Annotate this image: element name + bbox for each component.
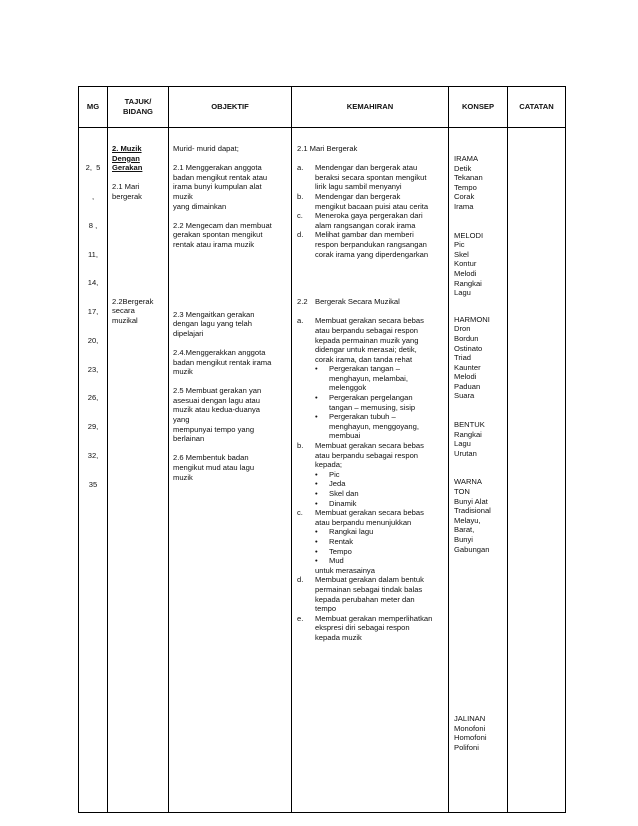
objective-line: 2.5 Membuat gerakan yan bbox=[173, 386, 262, 396]
skill-line: Membuat gerakan memperlihatkan bbox=[315, 613, 433, 623]
skill-line: alam rangsangan corak irama bbox=[315, 220, 416, 230]
concept-melodi bbox=[454, 231, 505, 298]
concept-line: Dron bbox=[454, 324, 471, 334]
item-label: b. bbox=[297, 441, 304, 451]
concept-line: Paduan bbox=[454, 381, 481, 391]
objective-line: dipelajari bbox=[173, 328, 204, 338]
objective-line: gerakan spontan mengikut bbox=[173, 230, 263, 240]
skill-heading-text: Bergerak Secara Muzikal bbox=[315, 297, 400, 307]
concept-line: Bunyi Alat bbox=[454, 496, 488, 506]
skill-line: corak irama yang diperdengarkan bbox=[315, 249, 429, 259]
skill-line: kepada perubahan meter dan bbox=[315, 594, 415, 604]
skill-line: respon berpandukan rangsangan bbox=[315, 239, 427, 249]
concept-line: Monofoni bbox=[454, 723, 486, 733]
objective-line: 2.1 Menggerakan anggota bbox=[173, 163, 262, 173]
objective-line: yang dimainkan bbox=[173, 201, 227, 211]
skill-line: melenggok bbox=[329, 383, 367, 393]
objective-line: mengikut mud atau lagu bbox=[173, 463, 255, 473]
skill-line: beraksi secara spontan mengikut bbox=[315, 172, 427, 182]
subtopic-2-1: bergerak bbox=[112, 191, 142, 201]
skill-line: Mendengar dan bergerak atau bbox=[315, 163, 418, 173]
catatan-cell bbox=[508, 128, 566, 813]
skill-line: ekspresi diri sebagai respon bbox=[315, 623, 410, 633]
objective-line: berlainan bbox=[173, 434, 205, 444]
mg-line: 17, bbox=[87, 307, 99, 317]
topic-title: 2. Muzik bbox=[112, 144, 142, 153]
bullet-dot-icon: • bbox=[315, 556, 318, 566]
mg-line: 35 bbox=[88, 479, 98, 489]
mg-line: 23, bbox=[87, 364, 99, 374]
objective-line: 2.6 Membentuk badan bbox=[173, 453, 249, 463]
objective-2-6 bbox=[173, 453, 288, 482]
skill-line: menghayun, melambai, bbox=[329, 373, 408, 383]
bullet-dot-icon: • bbox=[315, 479, 318, 489]
skill-line: kepada; bbox=[315, 460, 343, 470]
bullet-dot-icon: • bbox=[315, 527, 318, 537]
mg-line: 20, bbox=[87, 335, 99, 345]
concept-line: Bordun bbox=[454, 333, 479, 343]
concept-line: Melodi bbox=[454, 268, 477, 278]
concept-heading: BENTUK bbox=[454, 420, 485, 430]
skill-line: menghayun, menggoyang, bbox=[329, 421, 419, 431]
concept-heading: TON bbox=[454, 487, 470, 497]
skill-line: permainan sebagai tindak balas bbox=[315, 584, 423, 594]
bullet-item bbox=[297, 479, 444, 489]
skill-line: Mud bbox=[329, 556, 344, 566]
concept-line: Bunyi bbox=[454, 535, 473, 544]
concept-line: Rangkai bbox=[454, 278, 482, 288]
skill-line: kepada permainan muzik yang bbox=[315, 335, 419, 345]
item-label: b. bbox=[297, 191, 304, 201]
header-tajuk-line2: BIDANG bbox=[123, 107, 153, 116]
skill-line: kepada muzik bbox=[315, 632, 362, 642]
bullet-item bbox=[297, 556, 444, 566]
skill-line: atau berpandu sebagai respon bbox=[315, 325, 419, 335]
mg-line: , bbox=[91, 191, 95, 201]
skill-line: corak irama, dan tanda rehat bbox=[315, 354, 413, 364]
skill-line: membuai bbox=[329, 431, 361, 441]
skill-line: Meneroka gaya pergerakan dari bbox=[315, 211, 423, 221]
concept-bentuk bbox=[454, 420, 505, 458]
objective-line: muzik atau kedua-duanya bbox=[173, 405, 260, 415]
bullet-item bbox=[297, 470, 444, 480]
objective-line: rentak atau irama muzik bbox=[173, 239, 255, 249]
concept-line: Urutan bbox=[454, 448, 477, 458]
skill-item-c2 bbox=[297, 508, 444, 527]
item-label: c. bbox=[297, 508, 303, 518]
objective-line: muzik bbox=[173, 367, 193, 377]
objective-2-2 bbox=[173, 221, 288, 250]
mg-line: 26, bbox=[87, 393, 99, 403]
concept-heading: HARMONI bbox=[454, 314, 490, 324]
concept-line: Gabungan bbox=[454, 544, 490, 554]
bullet-item bbox=[297, 547, 444, 557]
objective-line: irama bunyi kumpulan alat bbox=[173, 182, 262, 192]
bullet-item bbox=[297, 489, 444, 499]
objective-line: 2.4.Menggerakkan anggota bbox=[173, 347, 266, 357]
objective-line: muzik bbox=[173, 472, 193, 482]
mg-cell bbox=[79, 128, 108, 813]
concept-harmoni bbox=[454, 315, 505, 401]
skill-line: Membuat gerakan secara bebas bbox=[315, 316, 424, 326]
concept-line: Tekanan bbox=[454, 173, 483, 183]
concept-line: Polifoni bbox=[454, 742, 479, 752]
bullet-dot-icon: • bbox=[315, 489, 318, 498]
mg-line: 8 , bbox=[88, 220, 98, 230]
objective-2-4 bbox=[173, 348, 288, 377]
subtopic-2-2: secara bbox=[112, 306, 135, 316]
skill-line: Membuat gerakan secara bebas bbox=[315, 441, 424, 451]
mg-line: 14, bbox=[87, 278, 99, 288]
bullet-dot-icon: • bbox=[315, 536, 318, 546]
item-label: d. bbox=[297, 230, 304, 240]
skill-item-d2 bbox=[297, 575, 444, 613]
objective-2-5 bbox=[173, 386, 288, 444]
objective-line: 2.3 Mengaitkan gerakan bbox=[173, 309, 255, 319]
mg-line: 32, bbox=[87, 451, 99, 460]
bullet-dot-icon: • bbox=[315, 469, 318, 479]
skill-line: atau berpandu sebagai respon bbox=[315, 450, 419, 460]
concept-heading: IRAMA bbox=[454, 154, 479, 163]
objective-line: muzik bbox=[173, 191, 193, 201]
header-tajuk bbox=[108, 87, 169, 128]
bullet-item bbox=[297, 537, 444, 547]
concept-line: Skel bbox=[454, 249, 469, 259]
skill-item-a2 bbox=[297, 316, 444, 364]
concept-line: Lagu bbox=[454, 288, 471, 298]
bullet-dot-icon: • bbox=[315, 546, 318, 556]
skill-line: Melihat gambar dan memberi bbox=[315, 230, 414, 240]
mg-line: 29, bbox=[87, 422, 99, 432]
skill-item-c bbox=[297, 211, 444, 230]
topic-title: Dengan bbox=[112, 153, 140, 163]
item-label: e. bbox=[297, 613, 304, 623]
skill-line: Pic bbox=[329, 469, 340, 479]
header-mg: MG bbox=[79, 87, 108, 128]
skill-line: Jeda bbox=[329, 479, 346, 489]
skill-heading-2-2 bbox=[297, 297, 444, 307]
concept-line: Rangkai bbox=[454, 429, 482, 439]
skill-line: Membuat gerakan dalam bentuk bbox=[315, 575, 424, 585]
skill-item-b2 bbox=[297, 441, 444, 470]
objective-line: 2.2 Mengecam dan membuat bbox=[173, 220, 272, 230]
objective-line: dengan lagu yang telah bbox=[173, 319, 252, 329]
objektif-cell bbox=[169, 128, 292, 813]
objective-line: asesuai dengan lagu atau bbox=[173, 395, 260, 405]
skill-line: Pergerakan tangan – bbox=[329, 364, 400, 374]
skill-heading-2-1: 2.1 Mari Bergerak bbox=[297, 144, 358, 153]
concept-line: Suara bbox=[454, 391, 475, 401]
concept-line: Lagu bbox=[454, 439, 471, 449]
skill-line: mengikut bacaan puisi atau cerita bbox=[315, 201, 429, 211]
bullet-dot-icon: • bbox=[315, 393, 318, 403]
kemahiran-cell bbox=[292, 128, 449, 813]
subtopic-2-1: 2.1 Mari bbox=[112, 182, 140, 192]
concept-line: Pic bbox=[454, 240, 465, 250]
bullet-item bbox=[297, 499, 444, 509]
skill-line: tempo bbox=[315, 604, 337, 614]
concept-heading: MELODI bbox=[454, 230, 484, 240]
skill-line: Rentak bbox=[329, 536, 354, 546]
mg-line: 11, bbox=[88, 249, 98, 259]
skill-item-d bbox=[297, 230, 444, 259]
concept-line: Irama bbox=[454, 201, 474, 211]
skill-item-a bbox=[297, 163, 444, 192]
header-konsep: KONSEP bbox=[449, 87, 508, 128]
bullet-dot-icon: • bbox=[315, 364, 318, 374]
concept-line: Tempo bbox=[454, 182, 477, 192]
item-label: 2.2 bbox=[297, 297, 308, 307]
header-objektif: OBJEKTIF bbox=[169, 87, 292, 128]
skill-item-b bbox=[297, 192, 444, 211]
topic-title: Gerakan bbox=[112, 163, 143, 173]
bullet-dot-icon: • bbox=[315, 498, 318, 508]
skill-line: Pergerakan pergelangan bbox=[329, 393, 413, 403]
concept-heading: WARNA bbox=[454, 477, 482, 487]
skill-line: Rangkai lagu bbox=[329, 527, 374, 537]
konsep-cell bbox=[449, 128, 508, 813]
content-row bbox=[79, 128, 566, 813]
concept-line: Melayu, bbox=[454, 515, 481, 525]
subtopic-2-2: 2.2Bergerak bbox=[112, 296, 154, 306]
skill-item-e2 bbox=[297, 614, 444, 643]
header-tajuk-line1: TAJUK/ bbox=[124, 97, 152, 106]
concept-line: Ostinato bbox=[454, 343, 483, 353]
skill-line: Tempo bbox=[329, 546, 352, 556]
concept-line: Tradisional bbox=[454, 506, 491, 516]
tajuk-cell bbox=[108, 128, 169, 813]
objective-2-1 bbox=[173, 163, 288, 211]
concept-line: Detik bbox=[454, 163, 472, 173]
bullet-item bbox=[297, 527, 444, 537]
objective-line: yang bbox=[173, 415, 190, 425]
skill-line: Membuat gerakan secara bebas bbox=[315, 508, 424, 518]
concept-irama bbox=[454, 154, 505, 212]
header-catatan: CATATAN bbox=[508, 87, 566, 128]
concept-warna-ton bbox=[454, 477, 505, 554]
item-label: a. bbox=[297, 316, 304, 326]
objective-2-3 bbox=[173, 310, 288, 339]
bullet-item bbox=[297, 412, 444, 441]
skill-line: tangan – memusing, sisip bbox=[329, 402, 416, 412]
concept-heading: JALINAN bbox=[454, 714, 486, 724]
skill-line: Mendengar dan bergerak bbox=[315, 191, 401, 201]
concept-line: Homofoni bbox=[454, 733, 487, 743]
objective-line: badan mengikut rentak irama bbox=[173, 357, 272, 367]
skill-line: Dinamik bbox=[329, 498, 357, 508]
skill-line: Pergerakan tubuh – bbox=[329, 412, 396, 422]
concept-jalinan bbox=[454, 714, 505, 752]
concept-line: Kaunter bbox=[454, 362, 481, 372]
lesson-plan-table bbox=[78, 86, 566, 813]
skill-line: lirik lagu sambil menyanyi bbox=[315, 182, 402, 192]
skill-line: atau berpandu menunjukkan bbox=[315, 517, 412, 527]
concept-line: Corak bbox=[454, 192, 475, 202]
header-kemahiran: KEMAHIRAN bbox=[292, 87, 449, 128]
header-row bbox=[79, 87, 566, 128]
concept-line: Triad bbox=[454, 353, 472, 363]
mg-line: 2, 5 bbox=[85, 163, 101, 173]
skill-line: Skel dan bbox=[329, 489, 359, 498]
concept-line: Barat, bbox=[454, 525, 475, 535]
concept-line: Melodi bbox=[454, 372, 477, 382]
skill-line: didengar untuk merasai; detik, bbox=[315, 345, 417, 355]
skill-line: untuk merasainya bbox=[315, 565, 375, 575]
bullet-item bbox=[297, 364, 444, 393]
bullet-item bbox=[297, 393, 444, 412]
concept-line: Kontur bbox=[454, 259, 477, 269]
objective-line: badan mengikut rentak atau bbox=[173, 172, 268, 182]
subtopic-2-2: muzikal bbox=[112, 315, 138, 325]
item-label: c. bbox=[297, 211, 303, 221]
objective-line: mempunyai tempo yang bbox=[173, 424, 255, 434]
bullet-dot-icon: • bbox=[315, 412, 318, 422]
item-label: a. bbox=[297, 163, 304, 173]
objective-intro: Murid- murid dapat; bbox=[173, 144, 239, 153]
item-label: d. bbox=[297, 575, 304, 585]
